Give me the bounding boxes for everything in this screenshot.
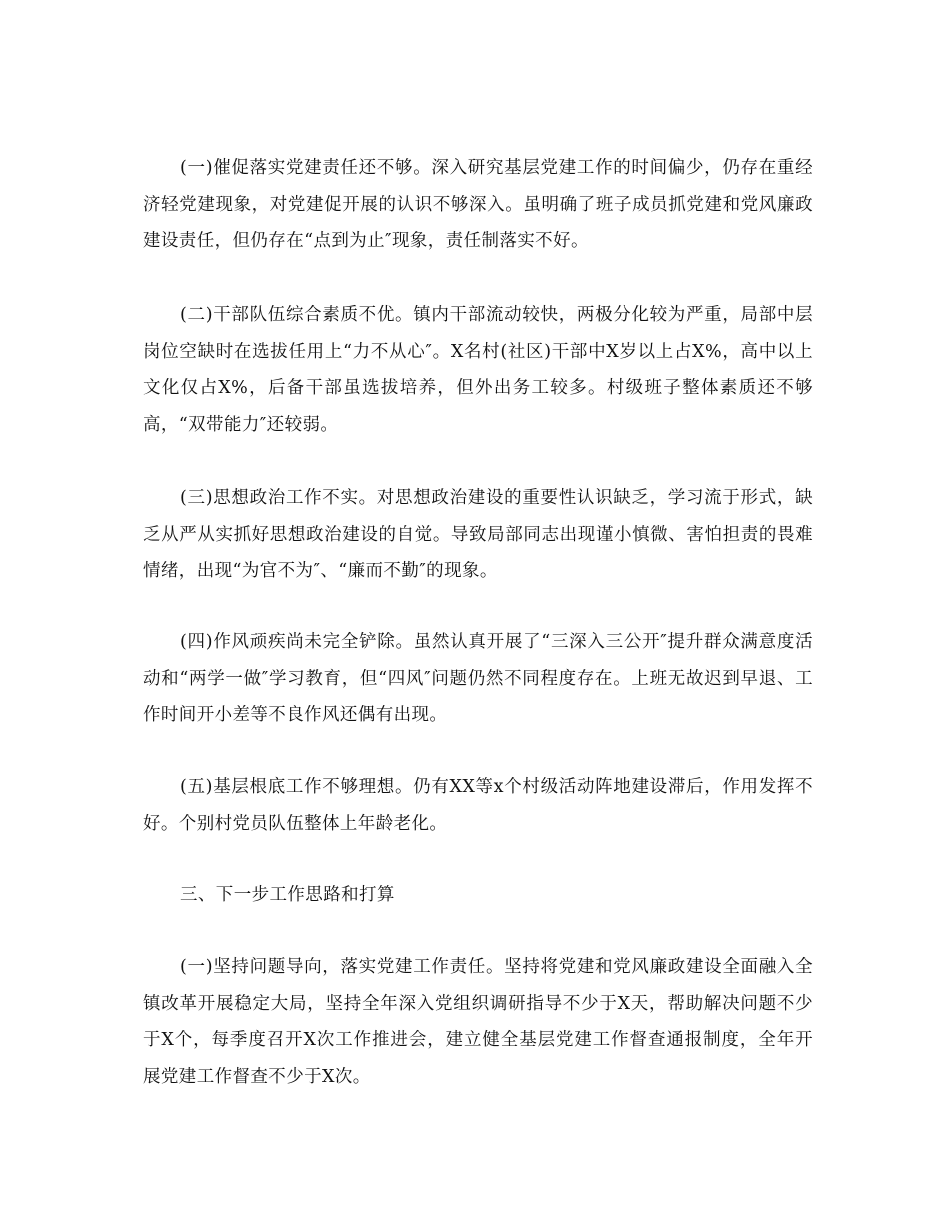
paragraph-responsibility-implementation: (一)催促落实党建责任还不够。深入研究基层党建工作的时间偏少，仍存在重经济轻党建现象，对党建促开展的认识不够深入。虽明确了班子成员抓党建和党风廉政建设责任，但仍存在“点到为止″现象，责任制落实不好。 (143, 158, 813, 251)
paragraph-cadre-quality: (二)干部队伍综合素质不优。镇内干部流动较快，两极分化较为严重，局部中层岗位空缺时在选拔任用上“力不从心″。X名村(社区)干部中X岁以上占X%，高中以上文化仅占X%，后备干部虽选拔培养，但外出务工较多。村级班子整体素质还不够高，“双带能力″还较弱。 (143, 305, 813, 435)
paragraph-ideological-work: (三)思想政治工作不实。对思想政治建设的重要性认识缺乏，学习流于形式，缺乏从严从实抓好思想政治建设的自觉。导致局部同志出现谨小慎微、害怕担责的畏难情绪，出现“为官不为″、“廉而不勤″的现象。 (143, 488, 813, 581)
paragraph-work-style: (四)作风顽疾尚未完全铲除。虽然认真开展了“三深入三公开″提升群众满意度活动和“两学一做″学习教育，但“四风″问题仍然不同程度存在。上班无故迟到早退、工作时间开小差等不良作风还偶有出现。 (143, 632, 813, 725)
paragraph-problem-orientation: (一)坚持问题导向，落实党建工作责任。坚持将党建和党风廉政建设全面融入全镇改革开展稳定大局，坚持全年深入党组织调研指导不少于X天，帮助解决问题不少于X个，每季度召开X次工作推进会，建立健全基层党建工作督查通报制度，全年开展党建工作督查不少于X次。 (143, 957, 813, 1087)
section-heading-next-steps: 三、下一步工作思路和打算 (180, 885, 395, 905)
paragraph-grassroots-foundation: (五)基层根底工作不够理想。仍有XX等x个村级活动阵地建设滞后，作用发挥不好。个别村党员队伍整体上年龄老化。 (143, 777, 813, 834)
